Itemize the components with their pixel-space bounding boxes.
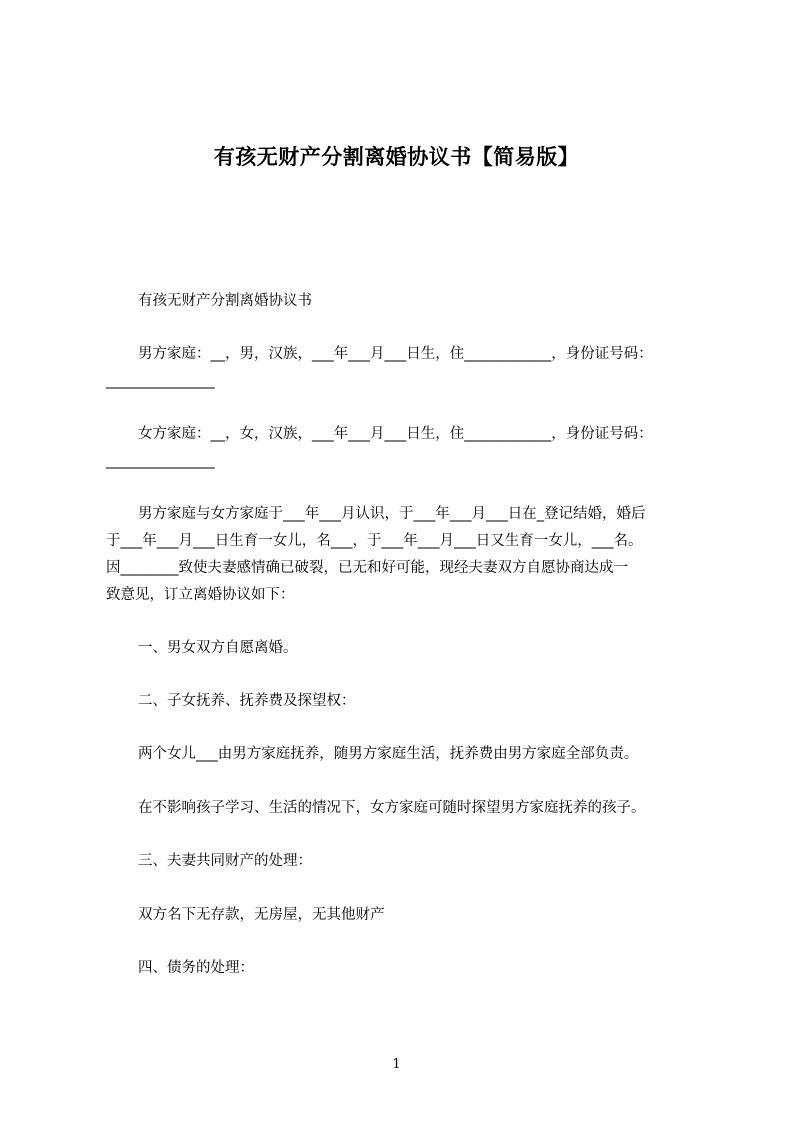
female-party-line-2: _______________ — [106, 453, 215, 469]
clause-1-heading: 一、男女双方自愿离婚。 — [138, 640, 298, 656]
clause-4-heading: 四、债务的处理： — [138, 960, 254, 976]
clause-2-visitation: 在不影响孩子学习、生活的情况下，女方家庭可随时探望男方家庭抚养的孩子。 — [138, 800, 646, 816]
male-party-line-1: 男方家庭：__，男，汉族，___年___月___日生，住____________，身份证号码： — [138, 346, 653, 362]
document-title: 有孩无财产分割离婚协议书【简易版】 — [213, 145, 580, 169]
clause-2-heading: 二、子女抚养、抚养费及探望权： — [138, 693, 356, 709]
female-party-line-1: 女方家庭：__，女，汉族，___年___月___日生，住____________，身份证号码： — [138, 426, 653, 442]
document-subtitle: 有孩无财产分割离婚协议书 — [138, 293, 312, 309]
page-number: 1 — [392, 1057, 401, 1072]
clause-3-property: 双方名下无存款，无房屋，无其他财产 — [138, 907, 385, 923]
clause-3-heading: 三、夫妻共同财产的处理： — [138, 853, 312, 869]
intro-line-1: 男方家庭与女方家庭于___年___月认识，于___年___月___日在_登记结婚，婚后 — [138, 506, 646, 522]
clause-2-custody: 两个女儿___由男方家庭抚养，随男方家庭生活，抚养费由男方家庭全部负责。 — [138, 746, 639, 762]
intro-line-2: 于___年___月___日生育一女儿，名___，于___年___月___日又生育一女儿，___名。 — [106, 533, 643, 549]
male-party-line-2: _______________ — [106, 373, 215, 389]
intro-line-4: 致意见，订立离婚协议如下： — [106, 587, 295, 603]
intro-line-3: 因________致使夫妻感情确已破裂，已无和好可能，现经夫妻双方自愿协商达成一 — [106, 560, 628, 576]
